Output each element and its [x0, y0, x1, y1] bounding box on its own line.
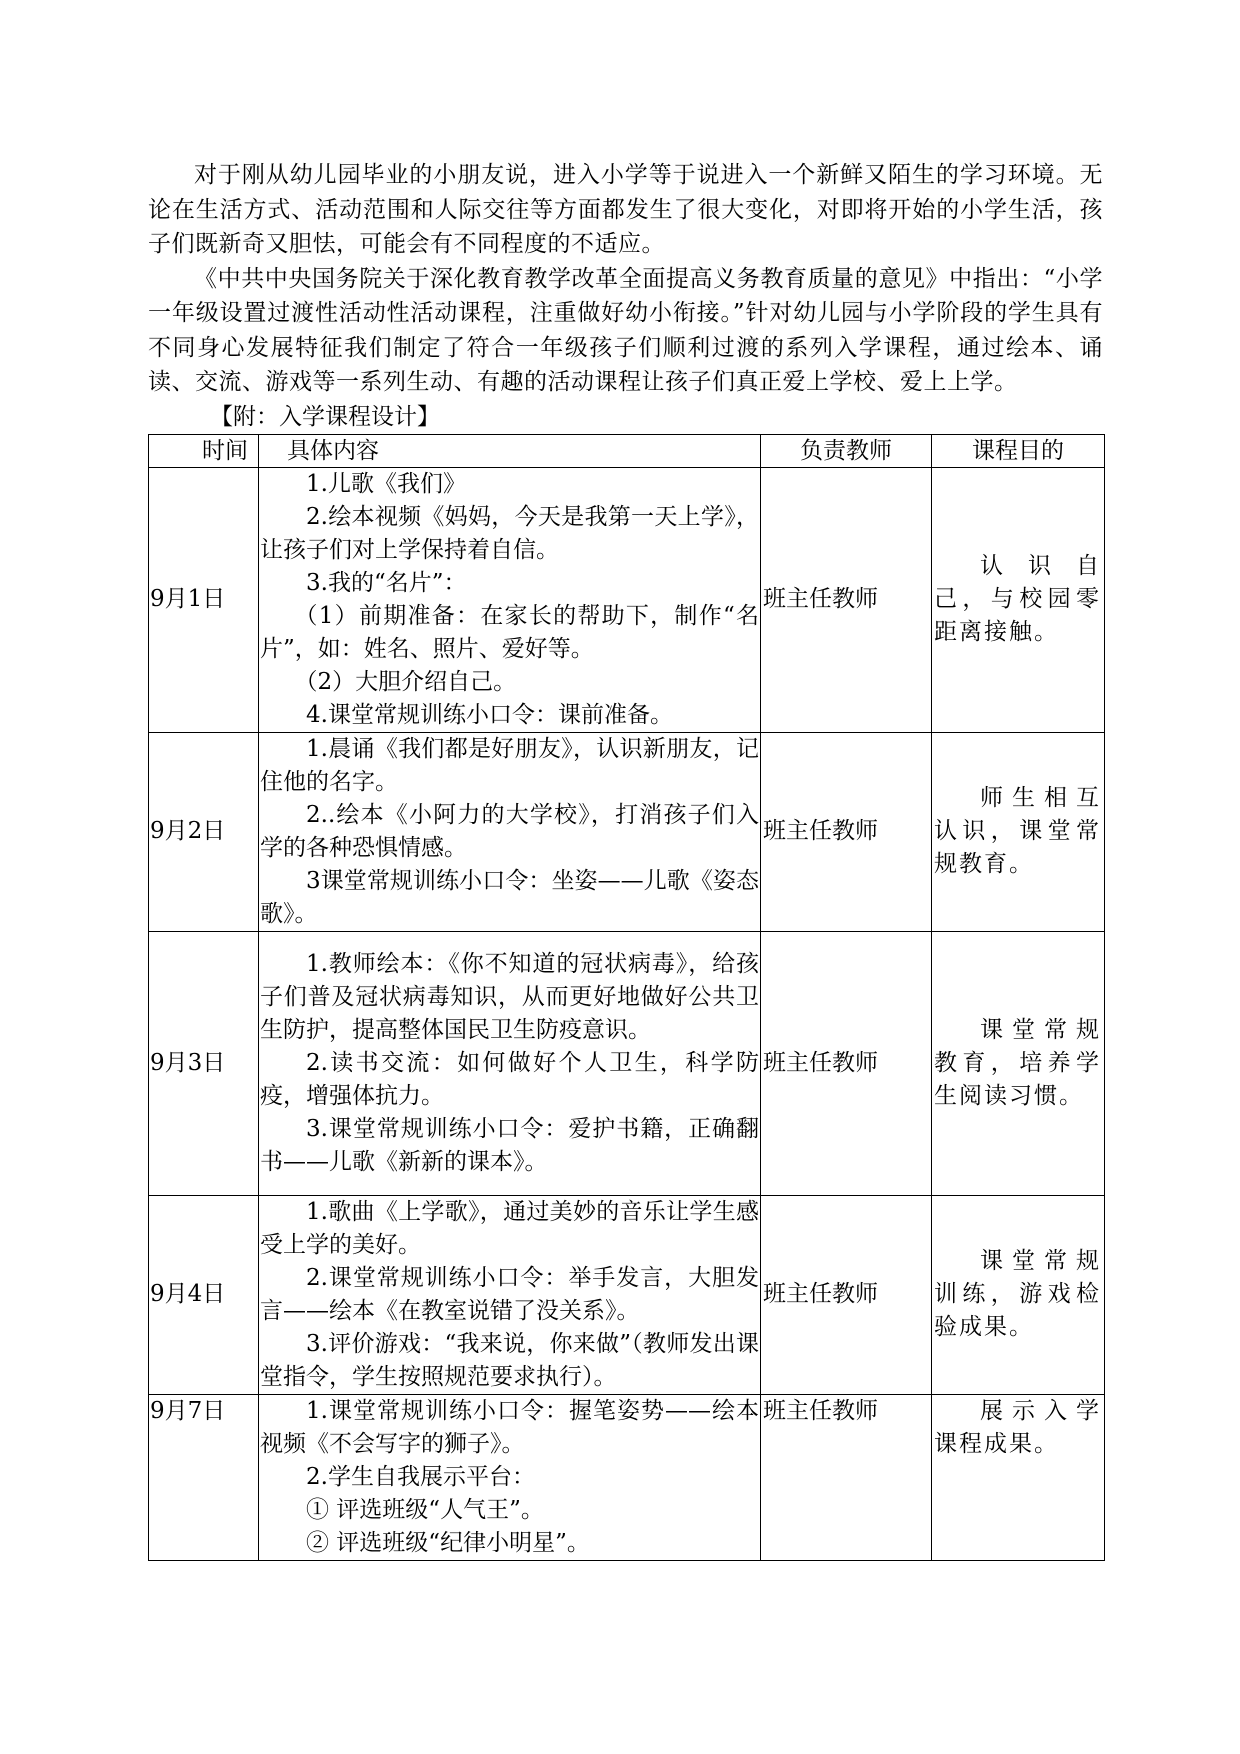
row-goal: 师生相互认识，课堂常规教育。: [932, 732, 1105, 931]
table-row: [149, 1195, 1105, 1394]
content-line: 2.绘本视频《妈妈，今天是我第一天上学》， 让孩子们对上学保持着自信。: [260, 503, 759, 563]
content-line: （2）大胆介绍自己。: [294, 668, 517, 695]
row-teacher: 班主任教师: [761, 467, 932, 732]
header-teacher: 负责教师: [761, 434, 932, 467]
content-line: 3课堂常规训练小口令：坐姿——儿歌《姿态歌》。: [260, 867, 759, 927]
row-teacher: 班主任教师: [761, 931, 932, 1195]
content-line: 1.晨诵《我们都是好朋友》，认识新朋友，记住他的名字。: [260, 735, 759, 795]
row-content: [259, 1394, 761, 1560]
row-content: [259, 1195, 761, 1394]
row-teacher: 班主任教师: [761, 1195, 932, 1394]
content-line: ② 评选班级“纪律小明星”。: [306, 1529, 590, 1556]
header-time: 时间: [149, 434, 259, 467]
content-line: 2.读书交流：如何做好个人卫生，科学防疫，增强体抗力。: [260, 1049, 759, 1109]
row-goal: 课堂常规教育，培养学生阅读习惯。: [932, 931, 1105, 1195]
row-time: 9月4日: [149, 1195, 259, 1394]
table-row: [149, 732, 1105, 931]
intro-paragraph-1: 对于刚从幼儿园毕业的小朋友说，进入小学等于说进入一个新鲜又陌生的学习环境。无论在生活方式、活动范围和人际交往等方面都发生了很大变化，对即将开始的小学生活，孩子们既新奇又胆怯，可能会有不同程度的不适应。: [148, 162, 1103, 257]
row-goal: 展示入学课程成果。: [932, 1394, 1105, 1560]
intro-paragraph-2: 《中共中央国务院关于深化教育教学改革全面提高义务教育质量的意见》中指出：“小学一年级设置过渡性活动性活动课程，注重做好幼小衔接。”针对幼儿园与小学阶段的学生具有不同身心发展特征我们制定了符合一年级孩子们顺利过渡的系列入学课程，通过绘本、诵读、交流、游戏等一系列生动、有趣的活动课程让孩子们真正爱上学校、爱上上学。: [148, 265, 1103, 395]
content-line: 3.评价游戏：“我来说，你来做”（教师发出课堂指令，学生按照规范要求执行）。: [260, 1330, 759, 1390]
header-goal: 课程目的: [932, 434, 1105, 467]
appendix-title: 【附：入学课程设计】: [210, 403, 440, 430]
document-page: [148, 158, 1103, 1561]
content-line: 4.课堂常规训练小口令：课前准备。: [306, 701, 673, 728]
course-schedule-table: [148, 434, 1105, 1561]
table-row: [149, 1394, 1105, 1560]
table-row: [149, 931, 1105, 1195]
table-header-row: [149, 434, 1105, 467]
row-content: [259, 467, 761, 732]
row-content: [259, 732, 761, 931]
content-line: （1）前期准备：在家长的帮助下，制作“名片”，如：姓名、照片、爱好等。: [260, 602, 759, 662]
row-content: [259, 931, 761, 1195]
row-time: 9月3日: [149, 931, 259, 1195]
row-goal: 课堂常规训练，游戏检验成果。: [932, 1195, 1105, 1394]
content-line: 2.课堂常规训练小口令：举手发言，大胆发言——绘本《在教室说错了没关系》。: [260, 1264, 759, 1324]
row-time: 9月7日: [149, 1394, 259, 1560]
content-line: 1.教师绘本：《你不知道的冠状病毒》，给孩子们普及冠状病毒知识，从而更好地做好公共卫生防护，提高整体国民卫生防疫意识。: [260, 950, 759, 1043]
content-line: 1.课堂常规训练小口令：握笔姿势——绘本视频《不会写字的狮子》。: [260, 1397, 759, 1457]
content-line: 3.我的“名片”：: [306, 569, 467, 596]
content-line: 3.课堂常规训练小口令：爱护书籍，正确翻书——儿歌《新新的课本》。: [260, 1115, 759, 1175]
content-line: 2.学生自我展示平台：: [306, 1463, 535, 1490]
content-line: 2..绘本《小阿力的大学校》，打消孩子们入学的各种恐惧情感。: [260, 801, 759, 861]
row-teacher: 班主任教师: [761, 732, 932, 931]
row-goal: 认识自己，与校园零距离接触。: [932, 467, 1105, 732]
table-row: [149, 467, 1105, 732]
content-line: 1.儿歌《我们》: [306, 470, 466, 497]
content-line: ① 评选班级“人气王”。: [306, 1496, 544, 1523]
content-line: 1.歌曲《上学歌》，通过美妙的音乐让学生感受上学的美好。: [260, 1198, 759, 1258]
row-time: 9月2日: [149, 732, 259, 931]
row-time: 9月1日: [149, 467, 259, 732]
row-teacher: 班主任教师: [761, 1394, 932, 1560]
header-content: 具体内容: [259, 434, 761, 467]
